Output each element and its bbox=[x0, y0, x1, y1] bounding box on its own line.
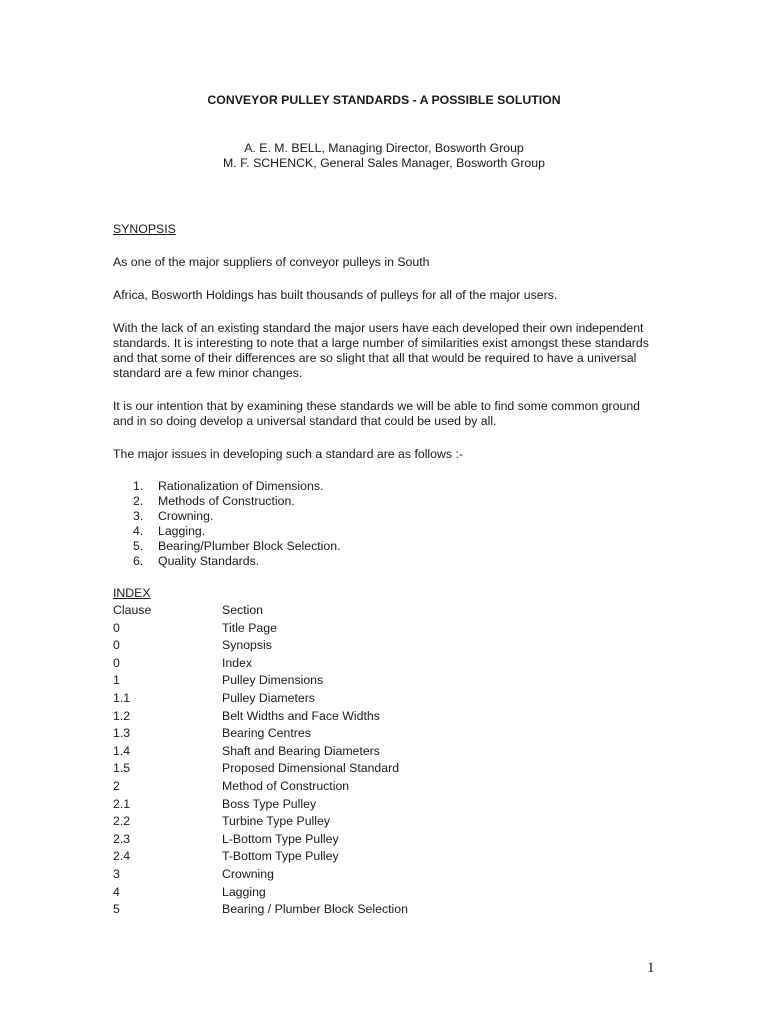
clause-column-header: Clause bbox=[113, 603, 152, 617]
paragraph: Africa, Bosworth Holdings has built thousands of pulleys for all of the major users. bbox=[113, 288, 558, 302]
list-text: Bearing/Plumber Block Selection. bbox=[158, 539, 341, 553]
section-cell: Belt Widths and Face Widths bbox=[222, 708, 380, 723]
author-lines bbox=[0, 141, 768, 171]
clause-cell: 1 bbox=[113, 673, 120, 688]
index-header-row bbox=[113, 603, 408, 621]
clause-cell: 1.2 bbox=[113, 708, 131, 723]
clause-cell: 5 bbox=[113, 902, 120, 917]
section-cell: Index bbox=[222, 655, 253, 670]
section-cell: Title Page bbox=[222, 620, 277, 635]
clause-cell: 2 bbox=[113, 778, 120, 793]
index-heading: INDEX bbox=[113, 586, 151, 600]
table-row bbox=[113, 673, 408, 691]
table-row bbox=[113, 621, 408, 639]
section-cell: Proposed Dimensional Standard bbox=[222, 761, 400, 776]
section-cell: Pulley Diameters bbox=[222, 690, 315, 705]
author-line: A. E. M. BELL, Managing Director, Bosworth Group bbox=[244, 141, 524, 155]
clause-cell: 1.3 bbox=[113, 726, 131, 741]
section-cell: Crowning bbox=[222, 866, 274, 881]
list-text: Quality Standards. bbox=[158, 554, 260, 568]
paragraph: With the lack of an existing standard the major users have each developed their own independent standards. It is interesting to note that a large number of similarities exist amongst these standards and that some of their differences are so slight that all that would be required to have a universal standard are a few minor changes. bbox=[113, 321, 649, 380]
section-column-header: Section bbox=[222, 603, 264, 617]
clause-cell: 2.4 bbox=[113, 849, 131, 864]
table-row bbox=[113, 691, 408, 709]
list-item bbox=[133, 509, 341, 524]
paragraph: It is our intention that by examining these standards we will be able to find some common ground and in so doing develop a universal standard that could be used by all. bbox=[113, 399, 641, 428]
table-row bbox=[113, 814, 408, 832]
table-row bbox=[113, 761, 408, 779]
list-text: Lagging. bbox=[158, 524, 206, 538]
list-item bbox=[133, 554, 341, 569]
list-item bbox=[133, 494, 341, 509]
clause-cell: 2.2 bbox=[113, 814, 131, 829]
table-row bbox=[113, 832, 408, 850]
table-row bbox=[113, 885, 408, 903]
list-text: Rationalization of Dimensions. bbox=[158, 479, 324, 493]
table-row bbox=[113, 744, 408, 762]
list-text: Crowning. bbox=[158, 509, 214, 523]
list-number: 5. bbox=[133, 539, 144, 553]
section-cell: T-Bottom Type Pulley bbox=[222, 849, 339, 864]
section-cell: Bearing / Plumber Block Selection bbox=[222, 902, 408, 917]
table-row bbox=[113, 867, 408, 885]
clause-cell: 1.1 bbox=[113, 690, 131, 705]
issues-list bbox=[133, 479, 341, 569]
list-text: Methods of Construction. bbox=[158, 494, 295, 508]
clause-cell: 0 bbox=[113, 638, 120, 653]
table-row bbox=[113, 656, 408, 674]
clause-cell: 3 bbox=[113, 866, 120, 881]
list-item bbox=[133, 539, 341, 554]
clause-cell: 2.3 bbox=[113, 831, 131, 846]
clause-cell: 4 bbox=[113, 884, 120, 899]
table-row bbox=[113, 726, 408, 744]
table-row bbox=[113, 779, 408, 797]
clause-cell: 0 bbox=[113, 620, 120, 635]
section-cell: Lagging bbox=[222, 884, 266, 899]
list-item bbox=[133, 479, 341, 494]
section-cell: Boss Type Pulley bbox=[222, 796, 317, 811]
list-number: 1. bbox=[133, 479, 144, 493]
section-cell: Synopsis bbox=[222, 638, 272, 653]
index-table bbox=[113, 603, 408, 920]
section-cell: Method of Construction bbox=[222, 778, 350, 793]
list-item bbox=[133, 524, 341, 539]
paragraph: The major issues in developing such a standard are as follows :- bbox=[113, 447, 463, 461]
list-number: 6. bbox=[133, 554, 144, 568]
author-line: M. F. SCHENCK, General Sales Manager, Bosworth Group bbox=[223, 156, 545, 170]
section-cell: L-Bottom Type Pulley bbox=[222, 831, 339, 846]
page-number: 1 bbox=[647, 960, 655, 976]
table-row bbox=[113, 638, 408, 656]
table-row bbox=[113, 797, 408, 815]
section-cell: Pulley Dimensions bbox=[222, 673, 324, 688]
list-number: 4. bbox=[133, 524, 144, 538]
section-cell: Turbine Type Pulley bbox=[222, 814, 330, 829]
clause-cell: 0 bbox=[113, 655, 120, 670]
section-cell: Shaft and Bearing Diameters bbox=[222, 743, 380, 758]
list-number: 3. bbox=[133, 509, 144, 523]
paragraph: As one of the major suppliers of conveyor pulleys in South bbox=[113, 255, 430, 269]
table-row bbox=[113, 902, 408, 920]
clause-cell: 1.4 bbox=[113, 743, 131, 758]
synopsis-heading: SYNOPSIS bbox=[113, 222, 176, 236]
section-cell: Bearing Centres bbox=[222, 726, 311, 741]
clause-cell: 2.1 bbox=[113, 796, 131, 811]
table-row bbox=[113, 849, 408, 867]
document-title: CONVEYOR PULLEY STANDARDS - A POSSIBLE SOLUTION bbox=[207, 93, 561, 107]
table-row bbox=[113, 709, 408, 727]
list-number: 2. bbox=[133, 494, 144, 508]
clause-cell: 1.5 bbox=[113, 761, 131, 776]
